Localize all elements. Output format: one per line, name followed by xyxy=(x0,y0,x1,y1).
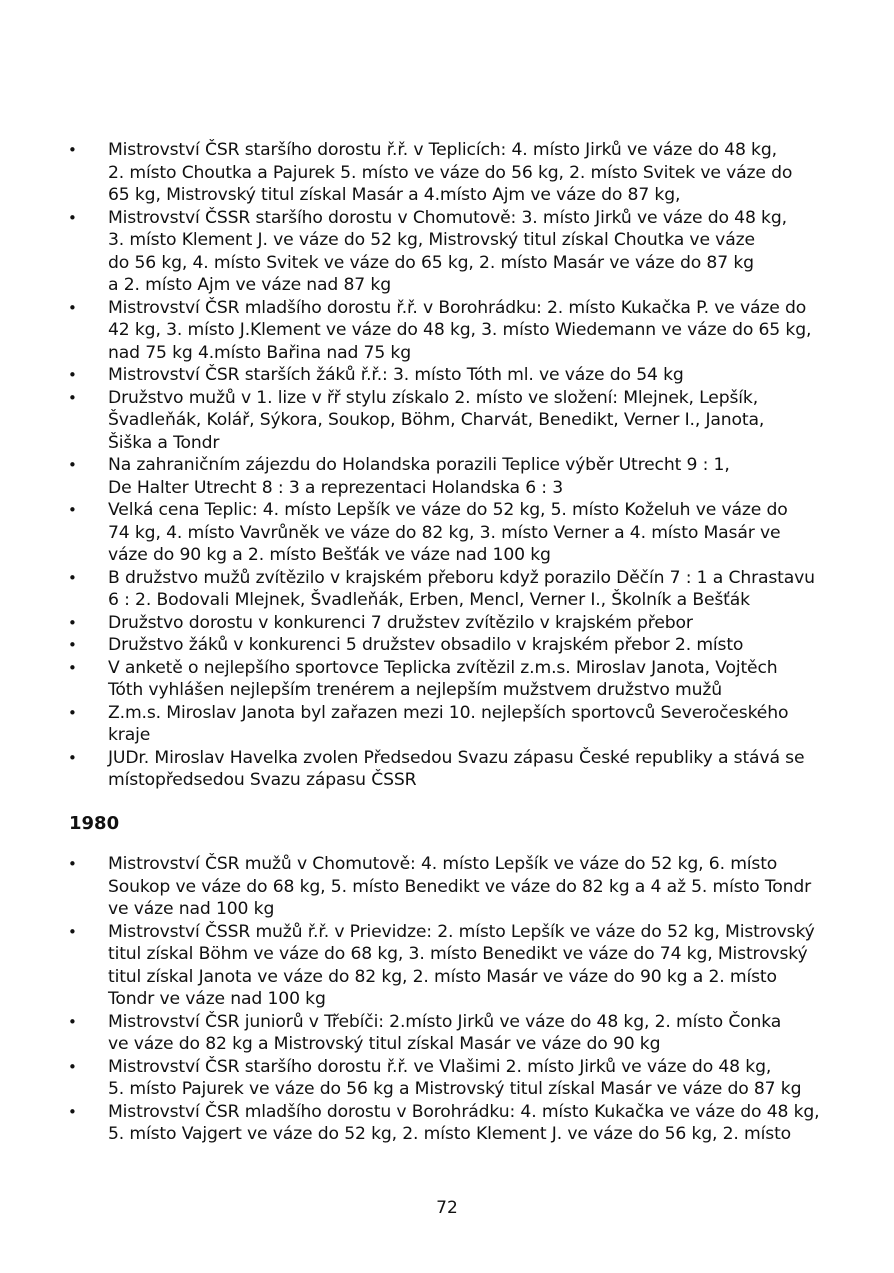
list-item: • V anketě o nejlepšího sportovce Teplicka zvítězil z.m.s. Miroslav Janota, Vojtěch Tóth vyhlášen nejlepším trenérem a nejlepším mužstvem družstvo mužů xyxy=(66,657,836,702)
list-item: • Mistrovství ČSR juniorů v Třebíči: 2.místo Jirků ve váze do 48 kg, 2. místo Čonka ve váze do 82 kg a Mistrovský titul získal Masár ve váze do 90 kg xyxy=(66,1011,836,1056)
list-item: • Z.m.s. Miroslav Janota byl zařazen mezi 10. nejlepších sportovců Severočeského kraje xyxy=(66,702,836,747)
year-heading: 1980 xyxy=(69,813,120,834)
list-item: • Družstvo dorostu v konkurenci 7 družstev zvítězilo v krajském přebor xyxy=(66,612,836,635)
list-item: • Mistrovství ČSR starších žáků ř.ř.: 3. místo Tóth ml. ve váze do 54 kg xyxy=(66,364,836,387)
list-item: • Mistrovství ČSR mladšího dorostu v Borohrádku: 4. místo Kukačka ve váze do 48 kg, 5. místo Vajgert ve váze do 52 kg, 2. místo Klement J. ve váze do 56 kg, 2. místo xyxy=(66,1101,836,1146)
results-list-1979 xyxy=(66,139,836,792)
page-number: 72 xyxy=(436,1198,458,1218)
list-item: • JUDr. Miroslav Havelka zvolen Předsedou Svazu zápasu České republiky a stává se místopředsedou Svazu zápasu ČSSR xyxy=(66,747,836,792)
list-item: • Družstvo žáků v konkurenci 5 družstev obsadilo v krajském přebor 2. místo xyxy=(66,634,836,657)
list-item: • Mistrovství ČSR staršího dorostu ř.ř. ve Vlašimi 2. místo Jirků ve váze do 48 kg, 5. místo Pajurek ve váze do 56 kg a Mistrovský titul získal Masár ve váze do 87 kg xyxy=(66,1056,836,1101)
list-item: • Mistrovství ČSR staršího dorostu ř.ř. v Teplicích: 4. místo Jirků ve váze do 48 kg, 2. místo Choutka a Pajurek 5. místo ve váze do 56 kg, 2. místo Svitek ve váze do 65 kg, Mistrovský titul získal Masár a 4.místo Ajm ve váze do 87 kg, xyxy=(66,139,836,207)
results-list-1980 xyxy=(66,853,836,1146)
list-item: • Mistrovství ČSSR mužů ř.ř. v Prievidze: 2. místo Lepšík ve váze do 52 kg, Mistrovský titul získal Böhm ve váze do 68 kg, 3. místo Benedikt ve váze do 74 kg, Mistrovský titul získal Janota ve váze do 82 kg, 2. místo Masár ve váze do 90 kg a 2. místo Tondr ve váze nad 100 kg xyxy=(66,921,836,1011)
list-item: • B družstvo mužů zvítězilo v krajském přeboru když porazilo Děčín 7 : 1 a Chrastavu 6 : 2. Bodovali Mlejnek, Švadleňák, Erben, Mencl, Verner I., Školník a Bešťák xyxy=(66,567,836,612)
list-item: • Velká cena Teplic: 4. místo Lepšík ve váze do 52 kg, 5. místo Koželuh ve váze do 74 kg, 4. místo Vavrůněk ve váze do 82 kg, 3. místo Verner a 4. místo Masár ve váze do 90 kg a 2. místo Bešťák ve váze nad 100 kg xyxy=(66,499,836,567)
list-item: • Na zahraničním zájezdu do Holandska porazili Teplice výběr Utrecht 9 : 1, De Halter Utrecht 8 : 3 a reprezentaci Holandska 6 : 3 xyxy=(66,454,836,499)
list-item: • Mistrovství ČSR mladšího dorostu ř.ř. v Borohrádku: 2. místo Kukačka P. ve váze do 42 kg, 3. místo J.Klement ve váze do 48 kg, 3. místo Wiedemann ve váze do 65 kg, nad 75 kg 4.místo Bařina nad 75 kg xyxy=(66,297,836,365)
list-item: • Mistrovství ČSR mužů v Chomutově: 4. místo Lepšík ve váze do 52 kg, 6. místo Soukop ve váze do 68 kg, 5. místo Benedikt ve váze do 82 kg a 4 až 5. místo Tondr ve váze nad 100 kg xyxy=(66,853,836,921)
list-item: • Mistrovství ČSSR staršího dorostu v Chomutově: 3. místo Jirků ve váze do 48 kg, 3. místo Klement J. ve váze do 52 kg, Mistrovský titul získal Choutka ve váze do 56 kg, 4. místo Svitek ve váze do 65 kg, 2. místo Masár ve váze do 87 kg a 2. místo Ajm ve váze nad 87 kg xyxy=(66,207,836,297)
list-item: • Družstvo mužů v 1. lize v řř stylu získalo 2. místo ve složení: Mlejnek, Lepšík, Švadleňák, Kolář, Sýkora, Soukop, Böhm, Charvát, Benedikt, Verner I., Janota, Šiška a Tondr xyxy=(66,387,836,455)
